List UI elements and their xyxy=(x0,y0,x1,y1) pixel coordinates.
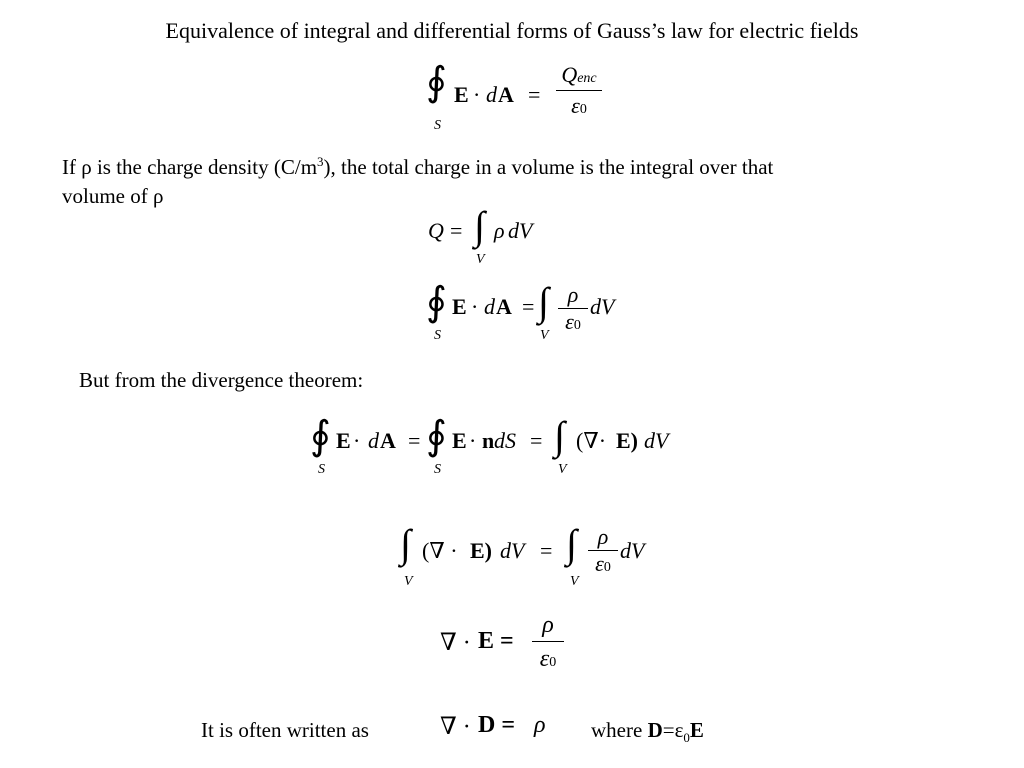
volume-integral-symbol-2: ∫ xyxy=(566,521,577,566)
epsilon-subscript: 0 xyxy=(573,318,581,333)
charge-density-paragraph-line2: volume of ρ xyxy=(62,184,164,208)
divergence-open: (∇· xyxy=(576,428,607,453)
differential-gauss-law xyxy=(440,612,580,692)
field-E-close: E) xyxy=(470,538,492,563)
charge-Q: Q xyxy=(428,218,444,243)
rho-numerator: ρ xyxy=(588,524,618,551)
equals-sign: = xyxy=(450,218,463,243)
area-A: A xyxy=(496,294,512,319)
divergence-operator: ∇ · xyxy=(440,714,471,740)
field-E: E xyxy=(689,718,704,742)
epsilon: ε xyxy=(595,551,604,576)
field-E-equals: E = xyxy=(478,628,514,654)
closed-integral-symbol: ∮ xyxy=(426,279,447,324)
area-A: A xyxy=(380,428,396,453)
total-charge-equation xyxy=(428,203,578,268)
equals-epsilon: =ε xyxy=(662,718,684,742)
equals-sign-1: = xyxy=(408,428,421,453)
dS-term: dS xyxy=(494,428,516,453)
field-D-equals: D = xyxy=(478,712,516,738)
divergence-theorem-equation xyxy=(310,413,690,480)
divergence-operator: ∇ · xyxy=(440,630,471,656)
equals-sign: = xyxy=(540,538,553,563)
epsilon: ε xyxy=(571,93,580,118)
charge-density-paragraph xyxy=(62,154,773,180)
volume-subscript: V xyxy=(540,328,549,343)
volume-subscript: V xyxy=(558,462,567,477)
closed-integral-symbol-2: ∮ xyxy=(426,413,447,458)
volume-integral-equality xyxy=(400,521,670,594)
epsilon-subscript: 0 xyxy=(579,102,587,117)
divergence-theorem-label: But from the divergence theorem: xyxy=(79,368,364,392)
epsilon: ε xyxy=(539,646,550,672)
surface-subscript: S xyxy=(434,328,441,343)
rho-symbol: ρ xyxy=(534,712,546,738)
charge-Q: Q xyxy=(561,62,578,87)
where-clause xyxy=(591,718,704,746)
slide-title: Equivalence of integral and differential forms of Gauss’s law for electric fields xyxy=(165,18,859,43)
equals-sign: = xyxy=(522,294,535,319)
surface-subscript-2: S xyxy=(434,462,441,477)
epsilon-subscript: 0 xyxy=(603,560,611,575)
dV-term: dV xyxy=(590,294,615,319)
fraction-rho-over-eps0 xyxy=(532,612,564,673)
volume-integral-symbol: ∫ xyxy=(554,413,565,458)
field-E: E xyxy=(452,294,467,319)
equals-sign: = xyxy=(528,82,541,107)
divergence-D-equation xyxy=(440,712,580,748)
divergence-open: (∇ · xyxy=(422,538,458,563)
volume-integral-symbol: ∫ xyxy=(538,279,549,324)
field-E: E xyxy=(454,82,469,107)
fraction-qenc-over-eps0 xyxy=(556,62,602,119)
field-E-2: E xyxy=(452,428,467,453)
epsilon: ε xyxy=(565,309,574,334)
cube-superscript: 3 xyxy=(317,154,324,169)
paragraph-text-b: ), the total charge in a volume is the integral over that xyxy=(323,155,774,179)
closed-integral-symbol: ∮ xyxy=(426,59,447,104)
epsilon-subscript: 0 xyxy=(549,655,557,670)
dot-operator: · xyxy=(471,294,479,319)
epsilon-subscript: 0 xyxy=(683,730,690,746)
dot-operator: · xyxy=(353,428,361,453)
dot-operator: · xyxy=(473,82,481,107)
volume-subscript-1: V xyxy=(404,574,413,589)
differential-d: d xyxy=(484,294,495,319)
dV-term: dV xyxy=(644,428,669,453)
normal-n: n xyxy=(482,428,495,453)
rho-symbol: ρ xyxy=(494,218,505,243)
often-written-label: It is often written as xyxy=(201,718,369,742)
rho-numerator: ρ xyxy=(558,282,588,309)
gauss-integral-equation xyxy=(426,59,626,142)
displacement-D: D xyxy=(647,718,663,742)
integral-subscript: S xyxy=(434,118,441,133)
where-word: where xyxy=(591,718,643,742)
enc-subscript: enc xyxy=(577,71,597,86)
closed-integral-symbol-1: ∮ xyxy=(310,413,331,458)
dot-operator-2: · xyxy=(469,428,477,453)
volume-integral-symbol: ∫ xyxy=(474,203,485,248)
dV-term-1: dV xyxy=(500,538,525,563)
integral-subscript: V xyxy=(476,252,485,267)
field-E: E xyxy=(336,428,351,453)
differential-d: d xyxy=(486,82,497,107)
dV-term-2: dV xyxy=(620,538,645,563)
rho-numerator: ρ xyxy=(532,612,564,642)
volume-subscript-2: V xyxy=(570,574,579,589)
volume-integral-symbol-1: ∫ xyxy=(400,521,411,566)
field-E-close: E) xyxy=(616,428,638,453)
paragraph-text-a: If ρ is the charge density (C/m xyxy=(62,155,318,179)
surface-subscript-1: S xyxy=(318,462,325,477)
gauss-rho-equation xyxy=(426,279,646,346)
differential-d: d xyxy=(368,428,379,453)
fraction-rho-over-eps0 xyxy=(588,524,618,577)
equals-sign-2: = xyxy=(530,428,543,453)
area-A: A xyxy=(498,82,514,107)
dV-term: dV xyxy=(508,218,533,243)
fraction-rho-over-eps0 xyxy=(558,282,588,335)
